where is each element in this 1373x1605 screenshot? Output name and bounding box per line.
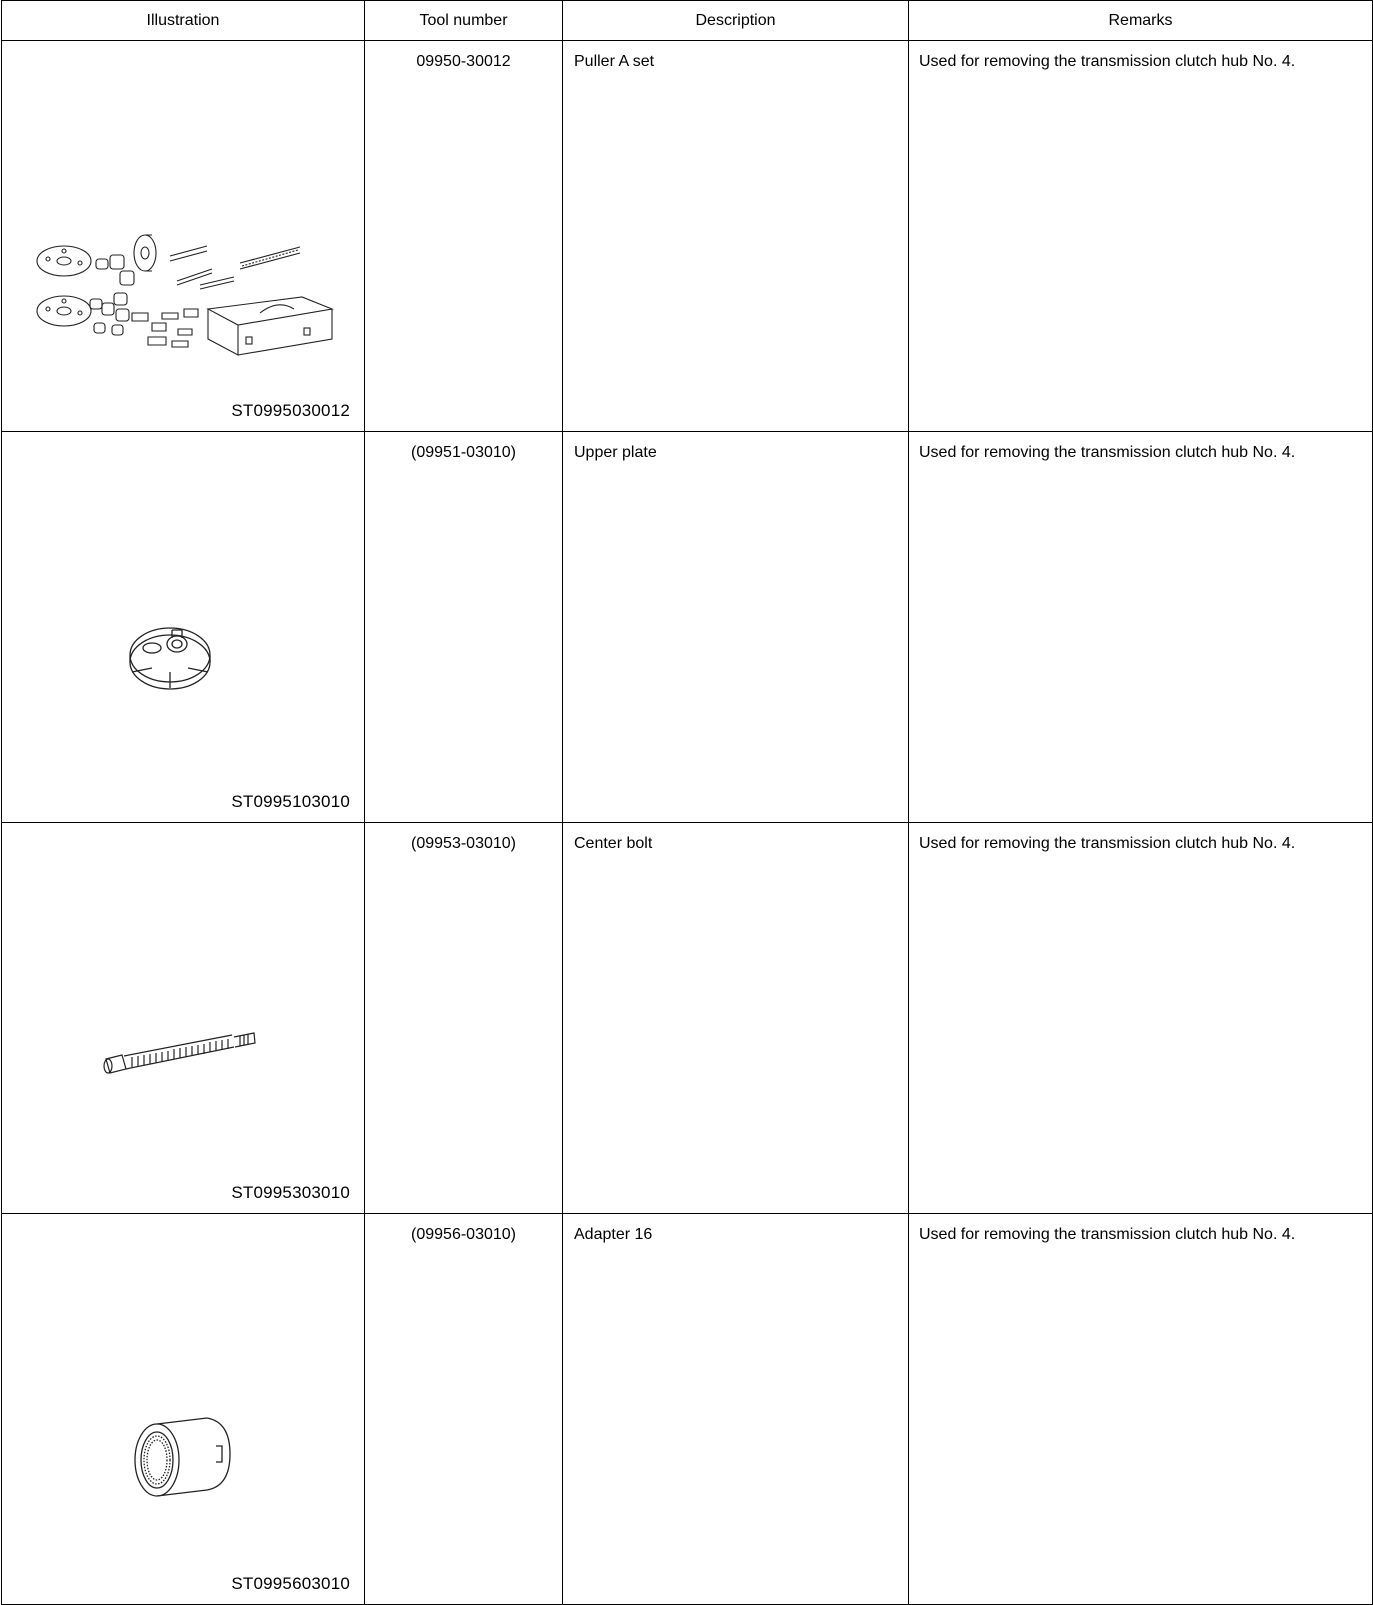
remarks-cell: Used for removing the transmission clutch hub No. 4.: [909, 432, 1373, 823]
illustration-code: ST0995603010: [231, 1574, 350, 1593]
illustration-cell: [2, 1214, 365, 1605]
illustration-code: ST0995303010: [231, 1183, 350, 1202]
upper-plate-icon: [2, 432, 365, 810]
header-description: Description: [563, 1, 909, 41]
description-cell: Center bolt: [563, 823, 909, 1214]
table-row: [2, 41, 1373, 432]
header-illustration: Illustration: [2, 1, 365, 41]
header-remarks: Remarks: [909, 1, 1373, 41]
tool-number-cell: (09951-03010): [365, 432, 563, 823]
remarks-cell: Used for removing the transmission clutch hub No. 4.: [909, 41, 1373, 432]
tool-number-cell: (09953-03010): [365, 823, 563, 1214]
puller-set-icon: [2, 41, 365, 419]
description-cell: Upper plate: [563, 432, 909, 823]
header-tool-number: Tool number: [365, 1, 563, 41]
illustration-cell: [2, 432, 365, 823]
description-cell: Adapter 16: [563, 1214, 909, 1605]
special-tools-table: [1, 0, 1373, 1605]
tool-number-cell: 09950-30012: [365, 41, 563, 432]
illustration-cell: [2, 41, 365, 432]
table-row: [2, 432, 1373, 823]
table-row: [2, 823, 1373, 1214]
description-cell: Puller A set: [563, 41, 909, 432]
center-bolt-icon: [2, 823, 365, 1201]
remarks-cell: Used for removing the transmission clutch hub No. 4.: [909, 823, 1373, 1214]
illustration-code: ST0995103010: [231, 792, 350, 811]
table-row: [2, 1214, 1373, 1605]
tool-number-cell: (09956-03010): [365, 1214, 563, 1605]
table-header-row: [2, 1, 1373, 41]
remarks-cell: Used for removing the transmission clutch hub No. 4.: [909, 1214, 1373, 1605]
illustration-cell: [2, 823, 365, 1214]
adapter-icon: [2, 1214, 365, 1592]
illustration-code: ST0995030012: [231, 401, 350, 420]
